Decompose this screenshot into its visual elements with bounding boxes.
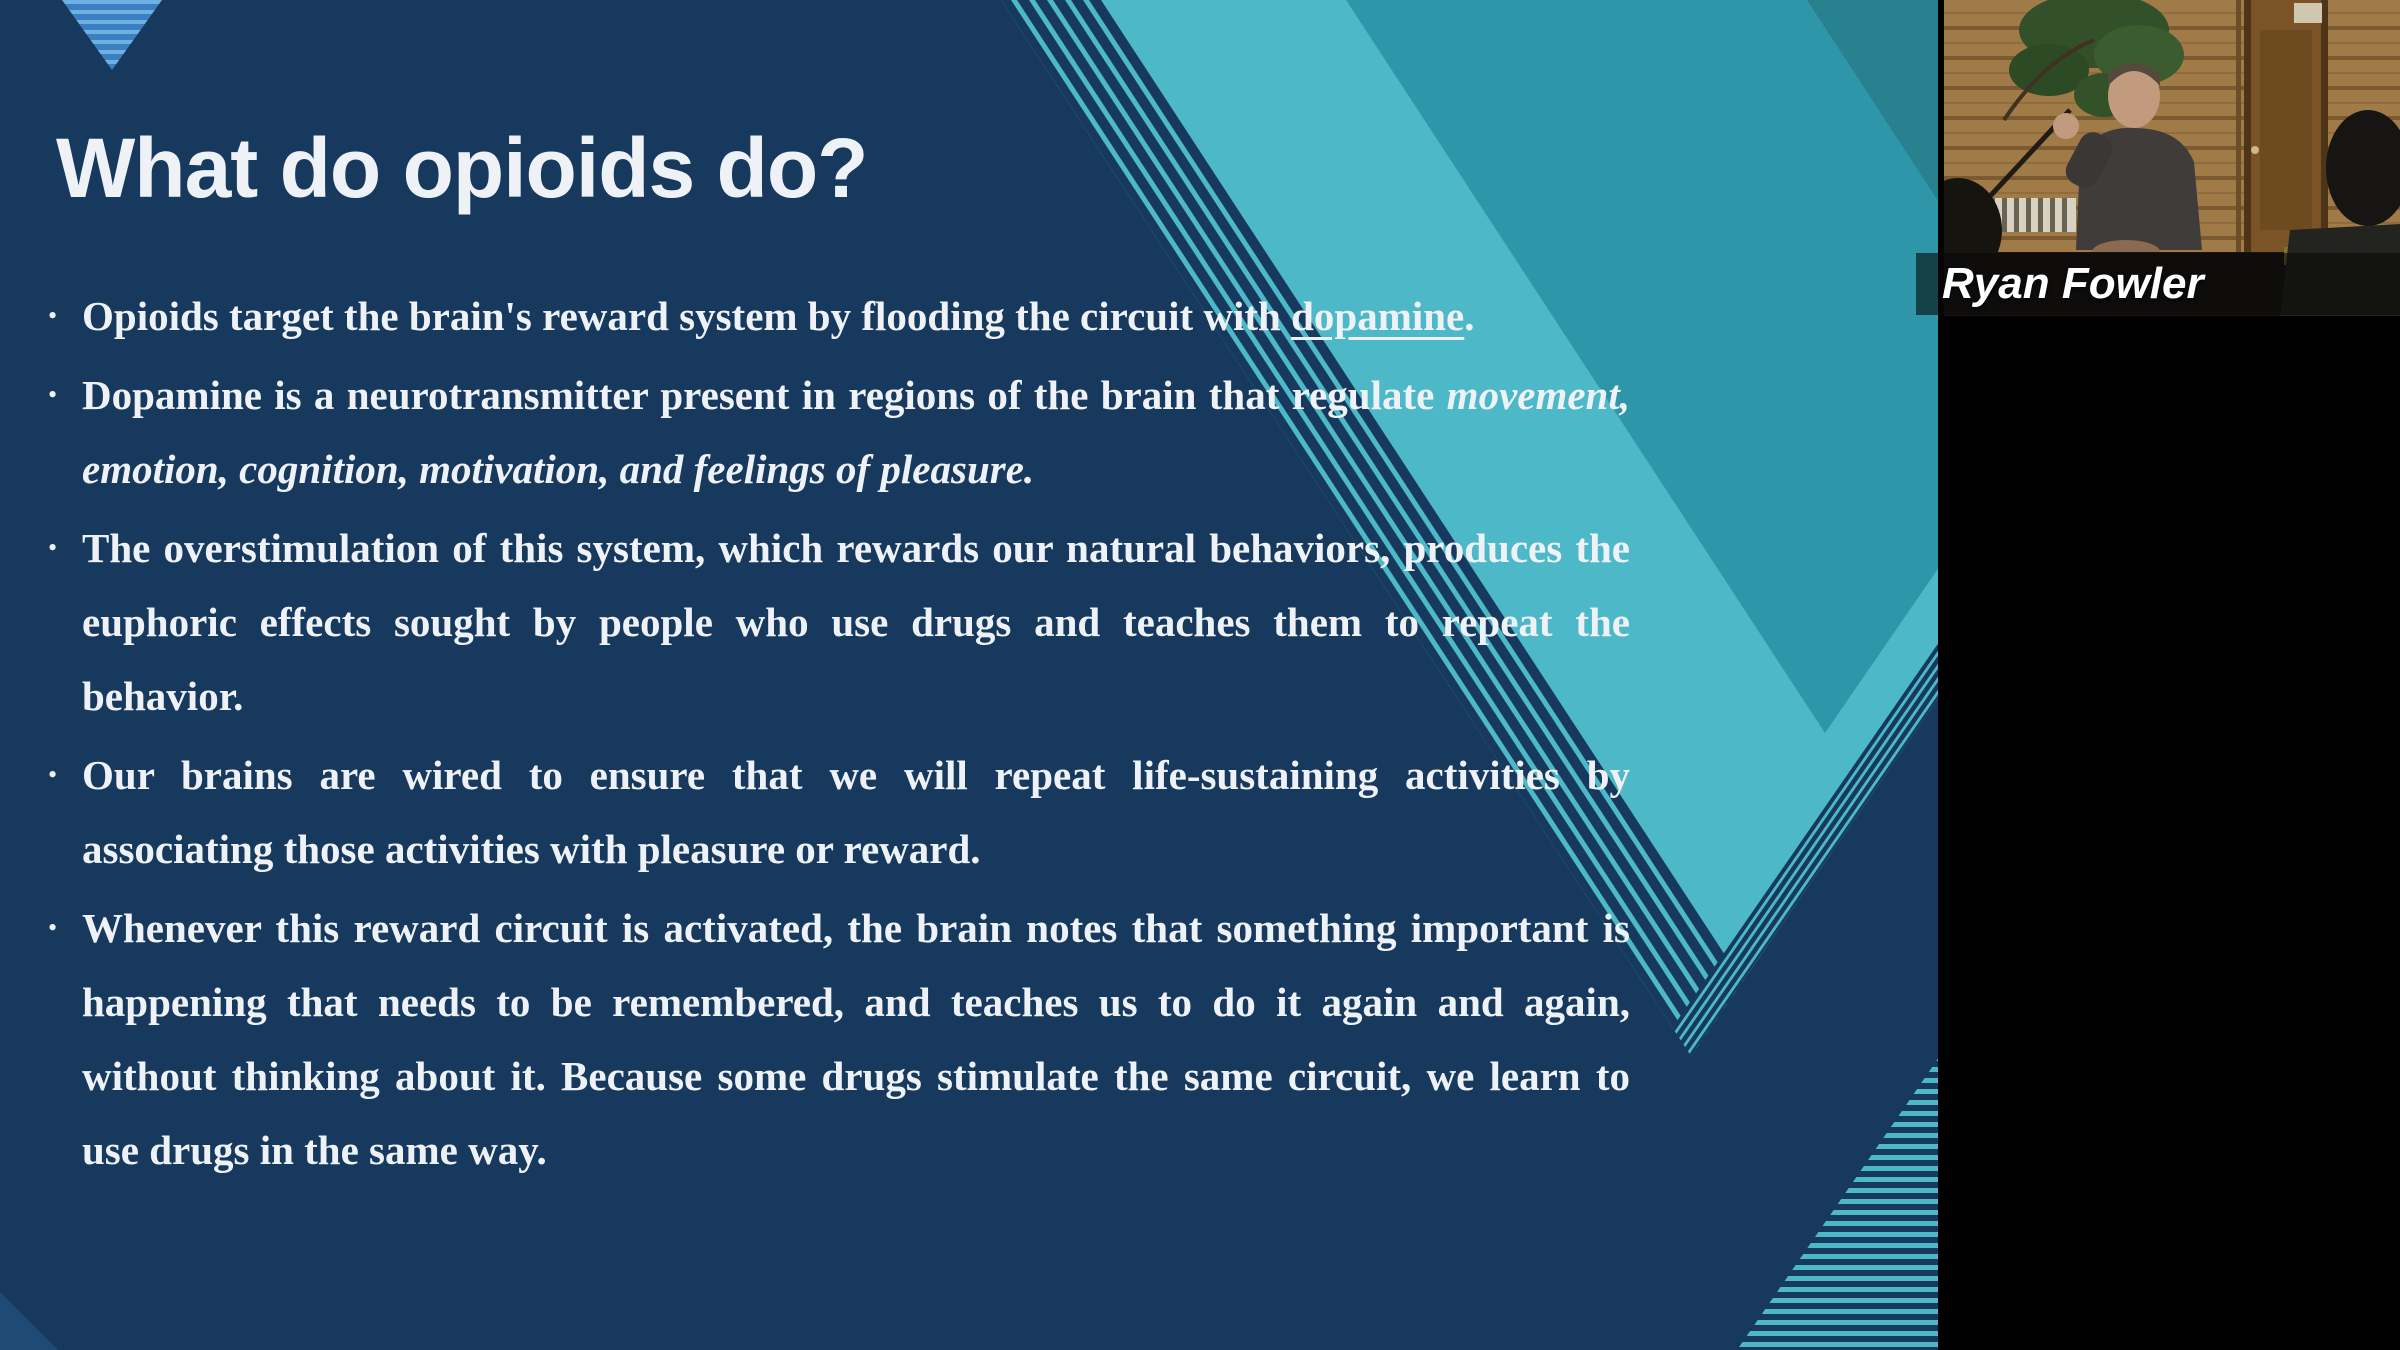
sign-on-door: [2294, 3, 2322, 23]
bullet-marker: •: [48, 760, 58, 789]
bullet-text: Opioids target the brain's reward system by flooding the circuit with dopamine.: [82, 293, 1475, 339]
wall-joint: [2236, 0, 2241, 255]
bullet-text: Our brains are wired to ensure that we will repeat life-sustaining activities by associating those activities with pleasure or reward.: [82, 752, 1630, 872]
bullet-text: Dopamine is a neurotransmitter present in regions of the brain that regulate movement, emotion, cognition, motivation, and feelings of pleasure.: [82, 372, 1630, 492]
slide-title: What do opioids do?: [56, 121, 868, 216]
bullet-text: The overstimulation of this system, which rewards our natural behaviors, produces the euphoric effects sought by people who use drugs and teaches them to repeat the behavior.: [82, 525, 1630, 719]
bullet-marker: •: [48, 533, 58, 562]
video-panel: [1938, 0, 2400, 1350]
bullet-text: Whenever this reward circuit is activated, the brain notes that something important is happening that needs to be remembered, and teaches us to do it again and again, without thinking about it. Because some drugs stimulate the same circuit, we learn to use drugs in the same way.: [82, 905, 1630, 1173]
corner-stripes-triangle: [1737, 1050, 1944, 1350]
bullet-item: [48, 511, 1648, 733]
bullet-list: [48, 279, 1648, 1192]
bullet-item: [48, 738, 1648, 886]
bullet-marker: •: [48, 913, 58, 942]
bottom-left-accent: [0, 1292, 58, 1350]
bullet-item: [48, 358, 1648, 506]
bullet-marker: •: [48, 301, 58, 330]
door: [2244, 0, 2328, 252]
bullet-item: [48, 279, 1648, 353]
speaker-name-bar: [1916, 253, 2400, 315]
bullet-marker: •: [48, 380, 58, 409]
speaker-name-label: Ryan Fowler: [1942, 259, 2204, 308]
bullet-item: [48, 891, 1648, 1187]
